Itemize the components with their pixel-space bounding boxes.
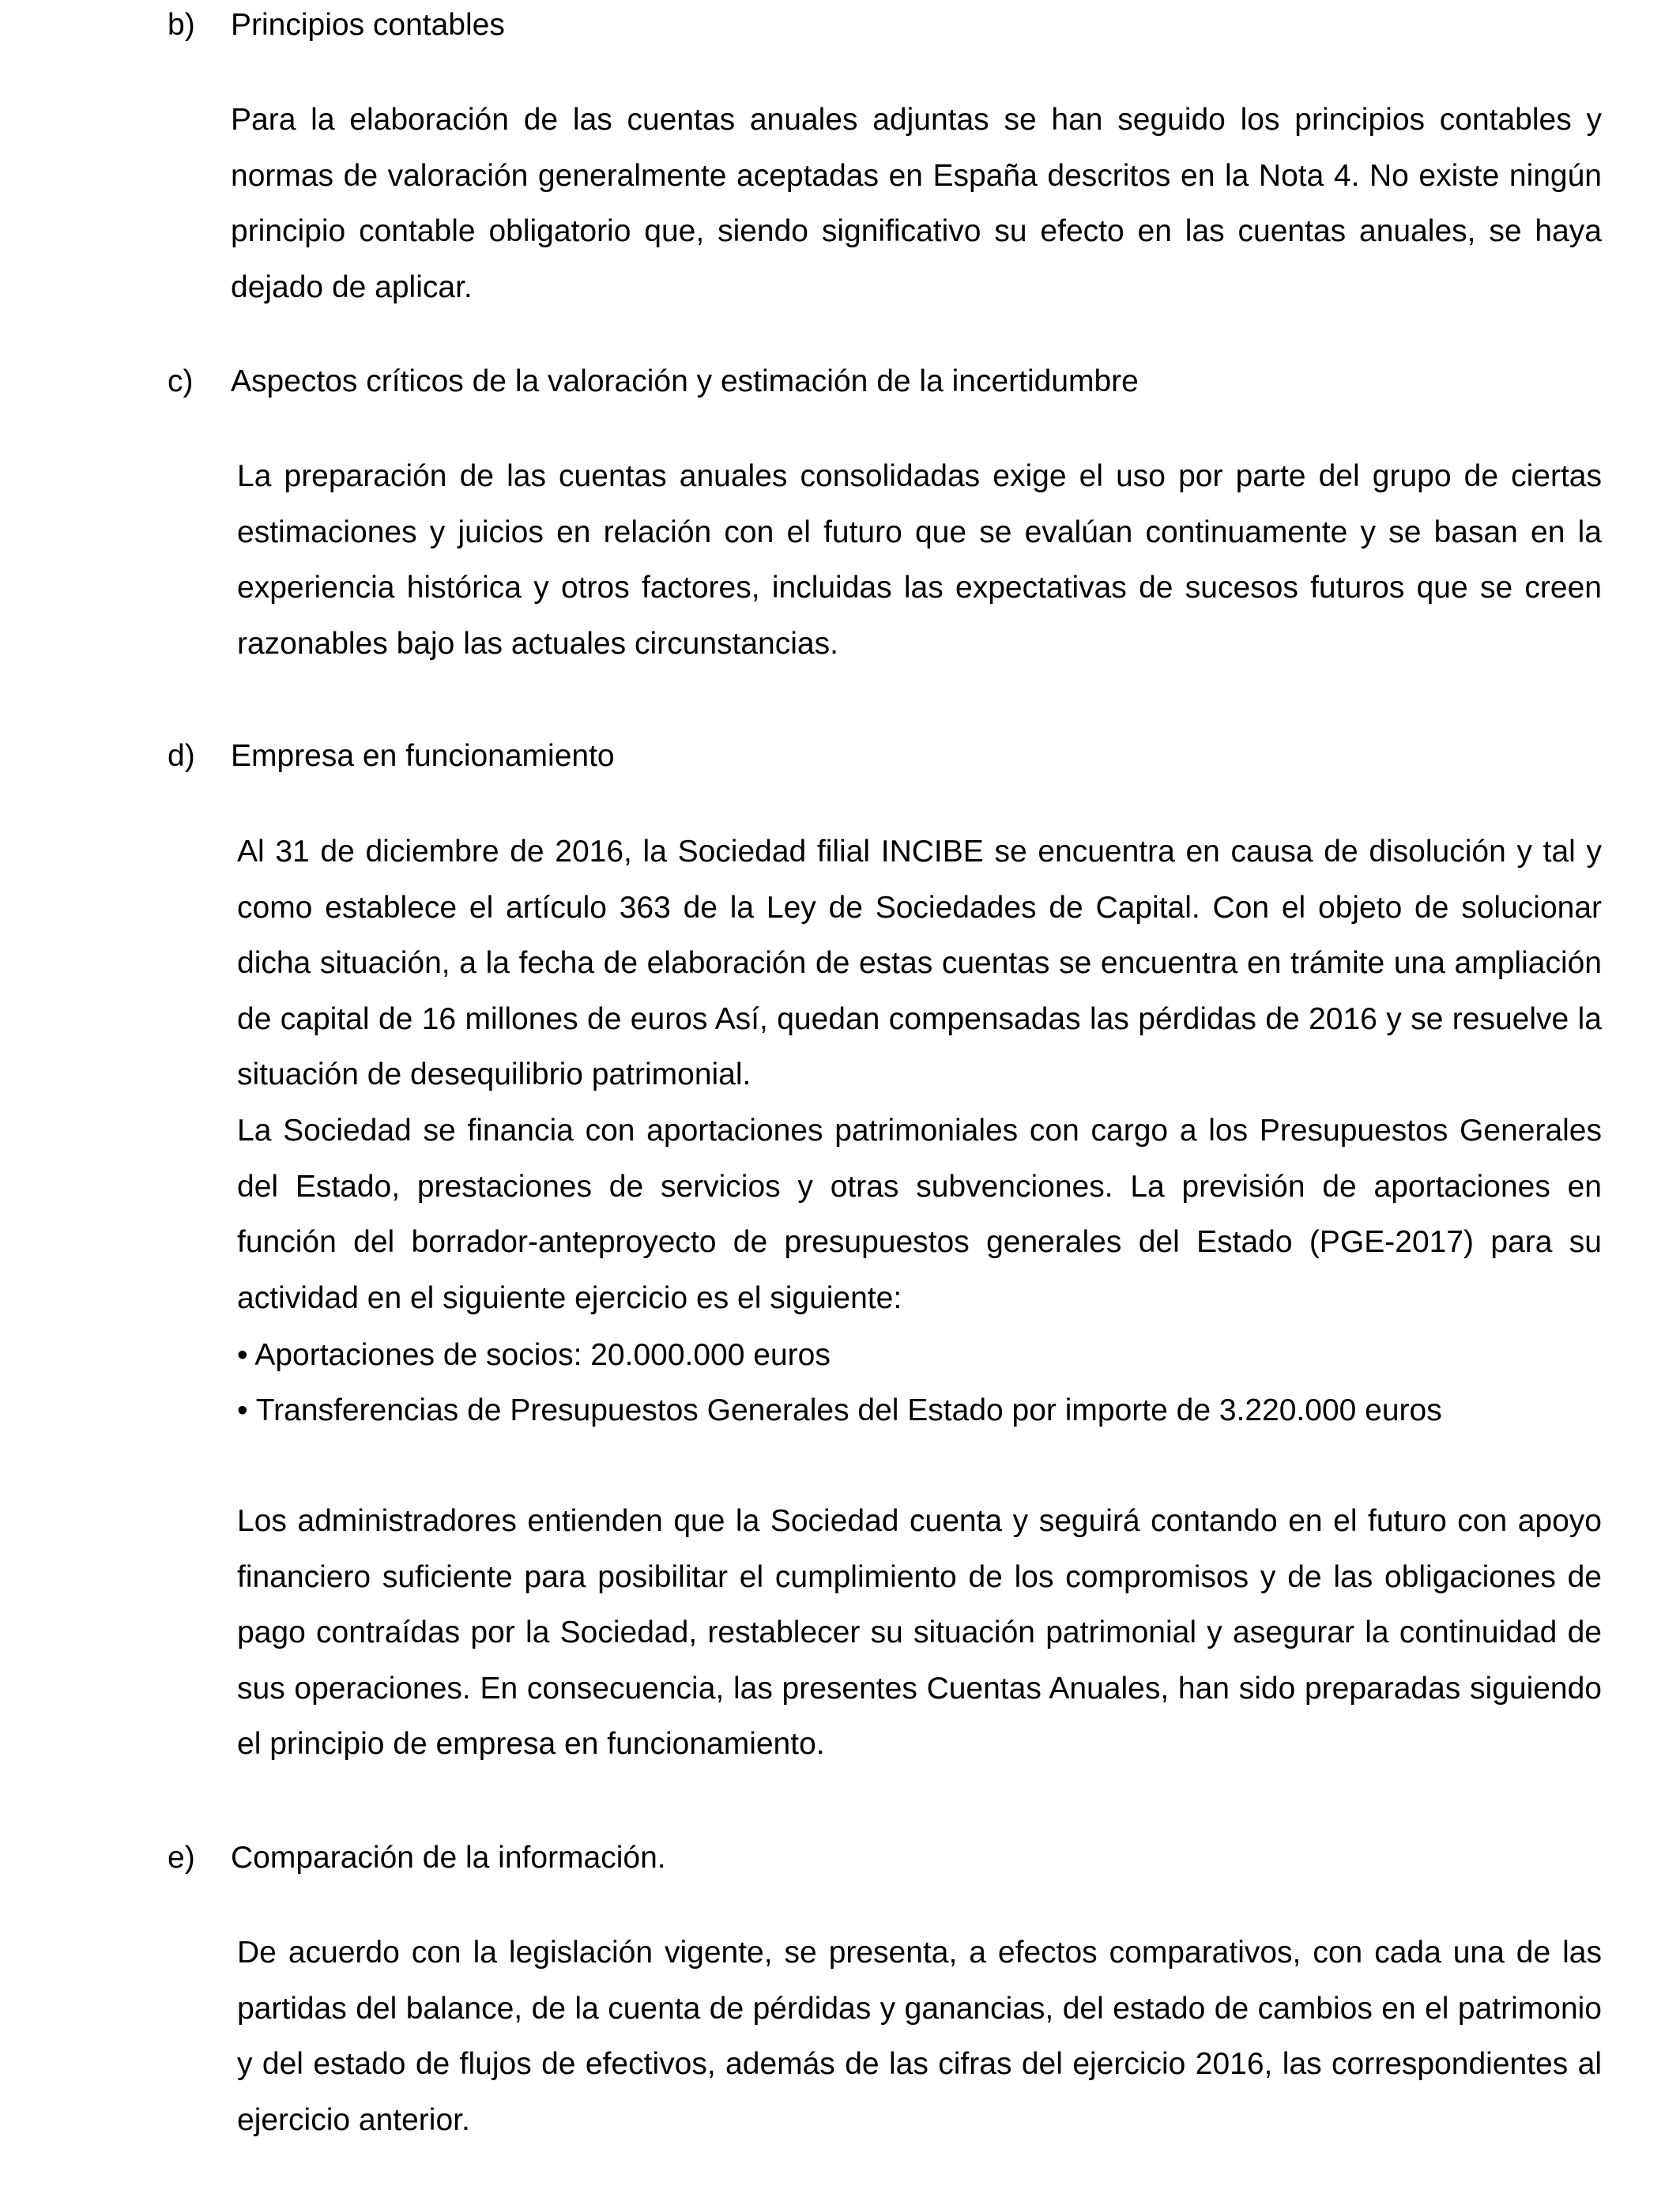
section-title: Aspectos críticos de la valoración y estimación de la incertidumbre xyxy=(231,364,1139,398)
section-letter: d) xyxy=(168,739,195,773)
paragraph-disolucion: Al 31 de diciembre de 2016, la Sociedad filial INCIBE se encuentra en causa de disolución y tal y como establece el artículo 363 de la Ley de Sociedades de Capital. Con el objeto de solucionar dicha situación, a la fecha de elaboración de estas cuentas se encuentra en trámite una ampliación de capital de 16 millones de euros Así, quedan compensadas las pérdidas de 2016 y se resuelve la situación de desequilibrio patrimonial. xyxy=(237,835,1602,1091)
paragraph-financiacion: La Sociedad se financia con aportaciones patrimoniales con cargo a los Presupuestos Generales del Estado, prestaciones de servicios y otras subvenciones. La previsión de aportaciones en función del borrador-anteproyecto de presupuestos generales del Estado (PGE-2017) para su actividad en el siguiente ejercicio es el siguiente: xyxy=(237,1114,1602,1315)
section-letter: e) xyxy=(168,1841,195,1875)
section-letter: c) xyxy=(168,364,194,398)
paragraph-administradores: Los administradores entienden que la Sociedad cuenta y seguirá contando en el futuro con apoyo financiero suficiente para posibilitar el cumplimiento de los compromisos y de las obligaciones de pago contraídas por la Sociedad, restablecer su situación patrimonial y asegurar la continuidad de sus operaciones. En consecuencia, las presentes Cuentas Anuales, han sido preparadas siguiendo el principio de empresa en funcionamiento. xyxy=(237,1504,1602,1761)
section-title: Principios contables xyxy=(231,8,505,42)
bullet-aportaciones-socios: • Aportaciones de socios: 20.000.000 euros xyxy=(237,1338,831,1372)
bullet-transferencias-pge: • Transferencias de Presupuestos Generales del Estado por importe de 3.220.000 euros xyxy=(237,1393,1442,1427)
section-title: Empresa en funcionamiento xyxy=(231,739,615,773)
paragraph-principios: Para la elaboración de las cuentas anuales adjuntas se han seguido los principios contables y normas de valoración generalmente aceptadas en España descritos en la Nota 4. No existe ningún principio contable obligatorio que, siendo significativo su efecto en las cuentas anuales, se haya dejado de aplicar. xyxy=(231,103,1602,304)
paragraph-aspectos-criticos: La preparación de las cuentas anuales consolidadas exige el uso por parte del grupo de ciertas estimaciones y juicios en relación con el futuro que se evalúan continuamente y se basan en la experiencia histórica y otros factores, incluidas las expectativas de sucesos futuros que se creen razonables bajo las actuales circunstancias. xyxy=(237,459,1602,661)
section-title: Comparación de la información. xyxy=(231,1841,666,1875)
paragraph-comparacion: De acuerdo con la legislación vigente, se presenta, a efectos comparativos, con cada una de las partidas del balance, de la cuenta de pérdidas y ganancias, del estado de cambios en el patrimonio y del estado de flujos de efectivos, además de las cifras del ejercicio 2016, las correspondientes al ejercicio anterior. xyxy=(237,1936,1602,2137)
section-letter: b) xyxy=(168,8,195,42)
